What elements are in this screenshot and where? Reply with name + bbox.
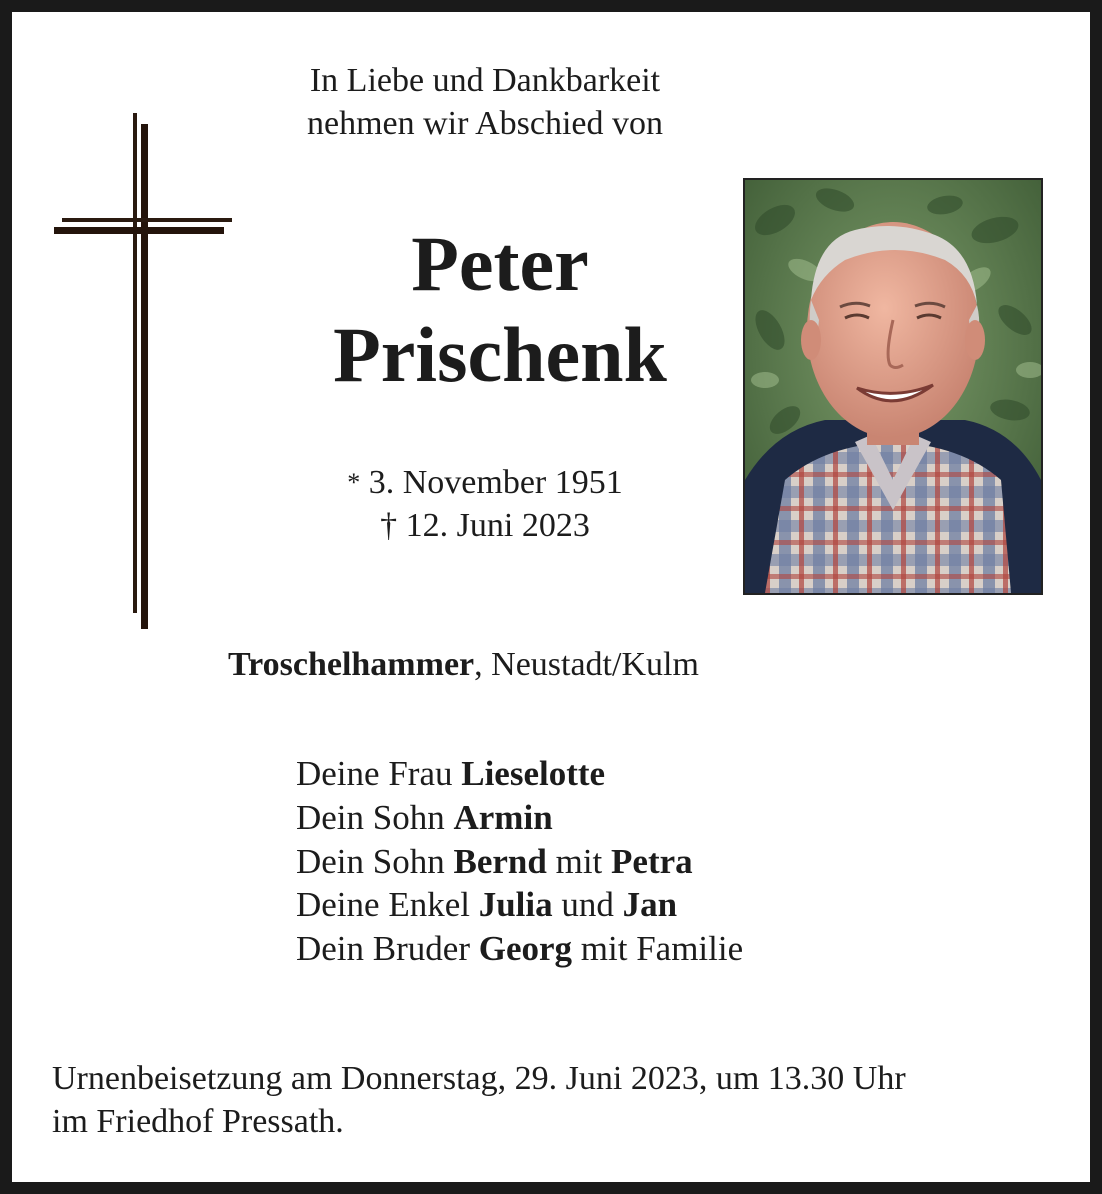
deceased-name xyxy=(240,218,760,401)
family-relation: Deine Frau xyxy=(296,754,462,793)
death-date: 12. Juni 2023 xyxy=(405,507,590,545)
family-line xyxy=(296,840,743,884)
family-relation: Dein Sohn xyxy=(296,797,454,837)
funeral-notice xyxy=(52,1057,1052,1143)
place-of-residence xyxy=(228,646,699,684)
place-town: Troschelhammer xyxy=(228,646,475,683)
family-line xyxy=(296,752,743,796)
family-member-name: Bernd xyxy=(453,841,547,881)
family-member-name: Lieselotte xyxy=(461,754,606,793)
family-relation: Dein Bruder xyxy=(296,929,479,968)
death-date-line xyxy=(250,504,720,547)
family-relation: Deine Enkel xyxy=(296,885,479,925)
funeral-line-1: Urnenbeisetzung am Donnerstag, 29. Juni 2023, um 13.30 Uhr xyxy=(52,1060,906,1097)
funeral-line-2: im Friedhof Pressath. xyxy=(52,1103,344,1141)
life-dates xyxy=(250,461,720,547)
birth-date: 3. November 1951 xyxy=(368,464,623,501)
family-member-name: Julia xyxy=(478,885,553,925)
deceased-first-name: Peter xyxy=(411,220,589,307)
family-relation: Dein Sohn xyxy=(296,841,454,881)
portrait-image xyxy=(745,180,1041,593)
family-list xyxy=(296,752,743,971)
family-member-name: Armin xyxy=(453,797,553,837)
family-member-name: Jan xyxy=(622,885,678,925)
family-line xyxy=(296,927,743,971)
family-member-name: Georg xyxy=(478,929,573,968)
family-line xyxy=(296,883,743,927)
death-symbol: † xyxy=(380,507,398,545)
deceased-last-name: Prischenk xyxy=(333,311,667,399)
family-line xyxy=(296,796,743,840)
family-join: und xyxy=(552,885,623,925)
family-member-name: Petra xyxy=(611,841,693,881)
birth-symbol: * xyxy=(347,468,361,497)
portrait-photo xyxy=(743,178,1043,595)
intro-line-1: In Liebe und Dankbarkeit xyxy=(309,62,661,99)
place-rest: , Neustadt/Kulm xyxy=(474,646,699,683)
family-join: mit xyxy=(546,841,612,881)
intro-line-2: nehmen wir Abschied von xyxy=(307,104,663,142)
family-suffix: mit Familie xyxy=(572,929,744,968)
birth-date-line xyxy=(250,461,720,504)
intro-text xyxy=(180,60,790,145)
